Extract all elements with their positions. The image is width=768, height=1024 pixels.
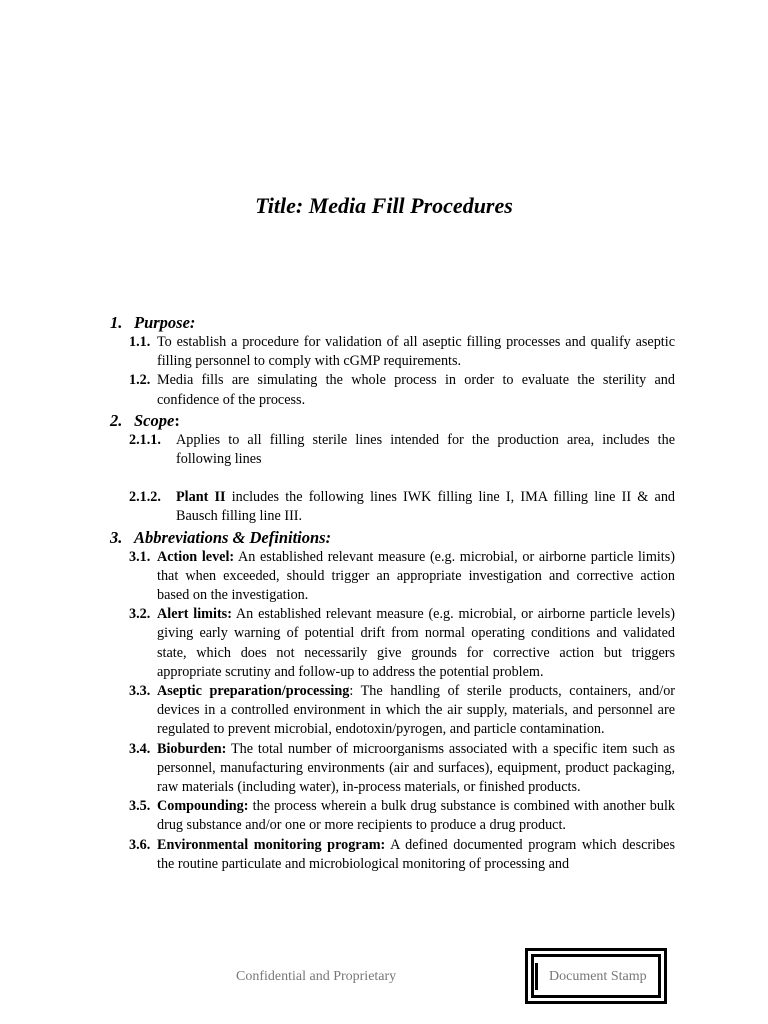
document-body xyxy=(110,312,675,874)
list-item xyxy=(110,836,675,874)
stamp-bar xyxy=(535,963,538,990)
section-number: 2. xyxy=(110,410,123,430)
item-number: 3.4. xyxy=(129,740,151,757)
item-number: 3.6. xyxy=(129,836,151,853)
item-number: 2.1.1. xyxy=(129,431,161,448)
document-stamp-label: Document Stamp xyxy=(549,969,647,984)
item-text: The total number of microorganisms associated with a specific item such as personnel, manufacturing environments (air and surfaces), equipment, product packaging, raw materials (including water), in-process materials, or finished products. xyxy=(157,740,675,796)
section-heading-purpose xyxy=(110,312,675,333)
item-number: 1.1. xyxy=(129,334,151,350)
blank-line xyxy=(110,469,675,488)
item-text: To establish a procedure for validation of all aseptic filling processes and qualify aseptic filling personnel to comply with cGMP requirements. xyxy=(157,334,675,370)
item-text: : The handling of sterile products, containers, and/or devices in a controlled environment in which the air supply, materials, and personnel are regulated to prevent microbial, endotoxin/pyrogen, and particle contamination. xyxy=(157,683,676,738)
item-text: includes the following lines IWK filling line I, IMA filling line II & and Bausch filling line III. xyxy=(176,489,676,525)
list-item xyxy=(110,371,675,409)
item-text: Media fills are simulating the whole process in order to evaluate the sterility and confidence of the process. xyxy=(157,372,675,408)
section-title-colon: : xyxy=(174,410,180,430)
section-title: Abbreviations & Definitions: xyxy=(134,527,332,547)
section-title: Scope xyxy=(134,410,175,430)
item-text: Applies to all filling sterile lines intended for the production area, includes the following lines xyxy=(176,431,675,468)
item-bold-term: Bioburden: xyxy=(157,740,227,757)
item-number: 1.2. xyxy=(129,372,151,389)
section-number: 3. xyxy=(110,527,123,547)
item-text: A defined documented program which describes the routine particulate and microbiological monitoring of processing and xyxy=(157,836,675,872)
list-item xyxy=(110,488,675,526)
footer-confidential: Confidential and Proprietary xyxy=(236,969,397,984)
item-bold-term: Action level: xyxy=(157,548,235,565)
list-item xyxy=(110,605,675,682)
item-number: 3.2. xyxy=(129,606,151,623)
list-item xyxy=(110,333,675,371)
item-number: 3.1. xyxy=(129,548,151,565)
section-title: Purpose: xyxy=(134,313,196,332)
document-title: Title: Media Fill Procedures xyxy=(255,193,513,218)
item-text: An established relevant measure (e.g. microbial, or airborne particle levels) giving early warning of potential drift from normal operating conditions and validated state, which does not necessarily give grounds for corrective action but triggers appropriate scrutiny and follow-up to address the potential problem. xyxy=(157,606,675,680)
item-bold-term: Aseptic preparation/processing xyxy=(157,683,350,700)
list-item xyxy=(110,740,675,798)
section-heading-scope xyxy=(110,410,675,431)
list-item xyxy=(110,682,675,740)
item-text: An established relevant measure (e.g. microbial, or airborne particle limits) that when exceeded, should trigger an appropriate investigation and corrective action based on the investigation. xyxy=(157,548,675,604)
item-number: 3.5. xyxy=(129,798,151,815)
item-text: the process wherein a bulk drug substance is combined with another bulk drug substance and/or one or more recipients to produce a drug product. xyxy=(157,798,675,834)
section-number: 1. xyxy=(110,313,123,332)
item-bold-term: Compounding: xyxy=(157,798,249,815)
section-heading-definitions xyxy=(110,527,675,548)
list-item xyxy=(110,548,675,606)
item-bold-term: Plant II xyxy=(176,489,226,506)
item-number: 3.3. xyxy=(129,683,151,700)
list-item xyxy=(110,431,675,469)
item-number: 2.1.2. xyxy=(129,489,161,506)
item-bold-term: Alert limits: xyxy=(157,606,232,623)
list-item xyxy=(110,797,675,835)
item-bold-term: Environmental monitoring program: xyxy=(157,836,386,853)
